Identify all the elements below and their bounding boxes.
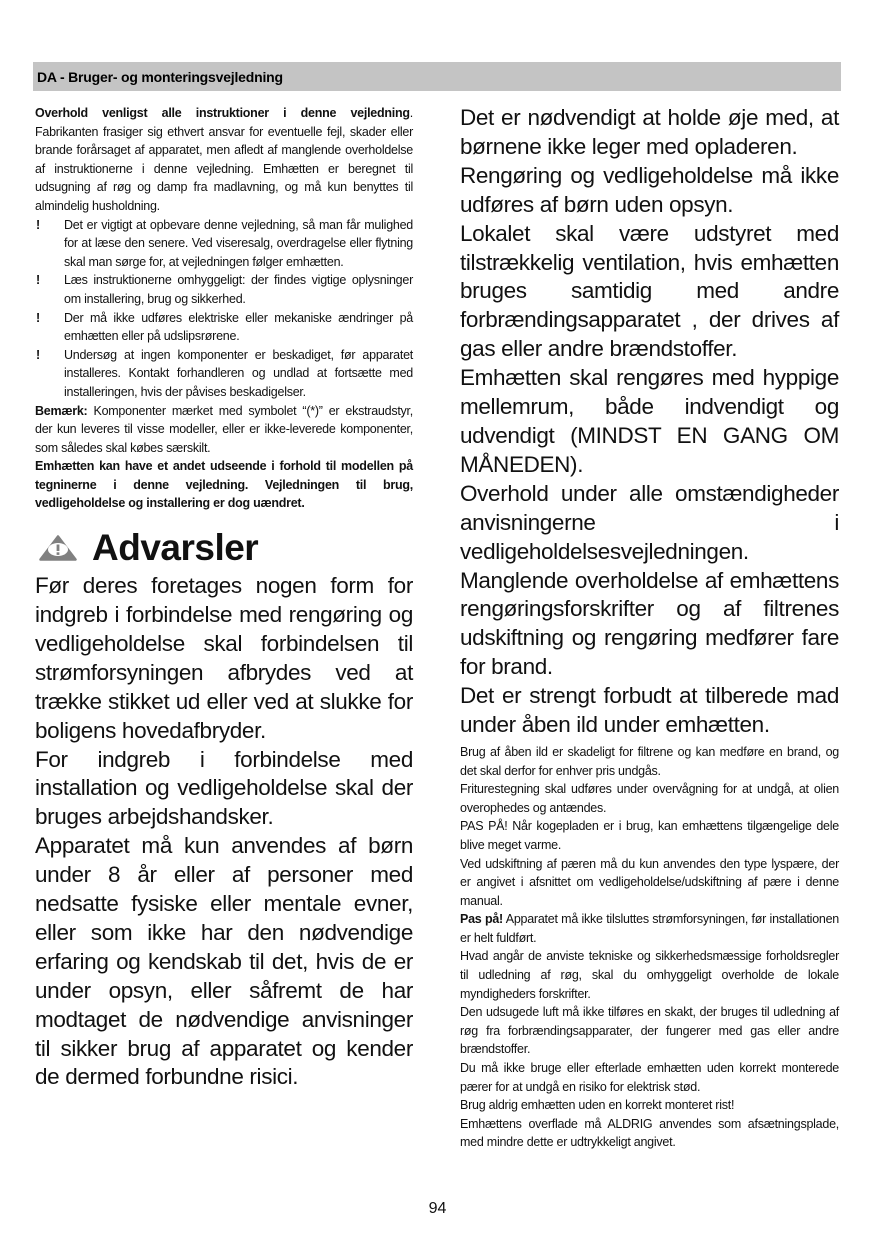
paspa-label: Pas på! [460, 912, 503, 927]
paspa-paragraph: Pas på! Apparatet må ikke tilsluttes strømforsyningen, før installationen er helt fuldført. [460, 912, 840, 945]
right-column [460, 104, 839, 1152]
warning-paragraph: For indgreb i forbindelse med installation og vedligeholdelse skal der bruges arbejdshandsker. [35, 746, 413, 830]
exclamation-icon: ! [36, 310, 40, 325]
warning-paragraph: Overhold under alle omstændigheder anvisningerne i vedligeholdelsesvejledningen. [460, 480, 839, 564]
intro-bold: Overhold venligst alle instruktioner i denne vejledning [35, 106, 410, 120]
list-item: ! Det er vigtigt at opbevare denne vejledning, så man får mulighed for at læse den senere. Ved viseresalg, overdragelse eller flytning skal man sørge for, at vejledningen følger emhætten. [36, 217, 413, 269]
warning-paragraph: Manglende overholdelse af emhættens rengøringsforskrifter og af filtrenes udskiftning og rengøring medfører fare for brand. [460, 567, 839, 680]
detail-paragraph: Den udsugede luft må ikke tilføres en skakt, der bruges til udledning af røg fra forbrændingsapparater, der fungerer med gas eller andre brændstoffer. [460, 1005, 839, 1057]
detail-paragraph: Ved udskiftning af pæren må du kun anvendes den type lyspære, der er angivet i afsnittet om vedligeholdelse/udskiftning af pære i denne manual. [460, 856, 839, 908]
page-header [33, 62, 841, 91]
exclamation-icon: ! [36, 347, 40, 362]
detail-paragraph: PAS PÅ! Når kogepladen er i brug, kan emhættens tilgængelige dele blive meget varme. [460, 819, 839, 852]
detail-paragraph: Emhættens overflade må ALDRIG anvendes som afsætningsplade, med mindre dette er udtrykkeligt angivet. [460, 1116, 839, 1150]
warning-paragraph: Før deres foretages nogen form for indgreb i forbindelse med rengøring og vedligeholdelse skal forbindelsen til strømforsyningen afbrydes ved at trække stikket ud eller ved at slukke for boligens hovedafbryder. [35, 573, 413, 743]
header-title: DA - Bruger- og monteringsvejledning [37, 69, 283, 85]
warning-paragraph: Rengøring og vedligeholdelse må ikke udføres af børn uden opsyn. [460, 162, 839, 217]
appearance-note: Emhætten kan have et andet udseende i forhold til modellen på tegninerne i denne vejledning. Vejledningen til brug, vedligeholdelse og installering er dog uændret. [35, 459, 413, 511]
detail-paragraph: Brug af åben ild er skadeligt for filtrene og kan medføre en brand, og det skal derfor for enhver pris undgås. [460, 744, 839, 778]
intro-paragraph [35, 104, 413, 216]
warning-triangle-icon [39, 535, 77, 561]
intro-text: . Fabrikanten frasiger sig ethvert ansvar for eventuelle fejl, skader eller brande forårsaget af apparatet, men afledt af manglende overholdelse af instruktionerne i denne vejledning. Emhætten er beregnet til udsugning af røg og damp fra madlavning, og må kun benyttes til almindelig husholdning. [35, 106, 413, 213]
note-label: Bemærk: [35, 403, 88, 418]
warning-paragraph: Det er nødvendigt at holde øje med, at børnene ikke leger med opladeren. [460, 105, 839, 159]
warning-paragraph: Det er strengt forbudt at tilberede mad under åben ild under emhætten. [460, 683, 839, 738]
warnings-title: Advarsler [92, 527, 259, 569]
warnings-heading [35, 525, 413, 571]
exclamation-icon: ! [36, 273, 40, 288]
safety-list [35, 216, 413, 402]
page-number: 94 [428, 1200, 447, 1217]
exclamation-icon: ! [36, 217, 40, 232]
list-item: ! Undersøg at ingen komponenter er beskadiget, før apparatet installeres. Kontakt forhandleren og undlad at fortsætte med installeringen, hvis der påvises beskadigelser. [36, 347, 413, 399]
detail-paragraph: Du må ikke bruge eller efterlade emhætten uden korrekt monterede pærer for at undgå en risiko for elektrisk stød. [460, 1061, 839, 1094]
warning-paragraph: Emhætten skal rengøres med hyppige mellemrum, både indvendigt og udvendigt (MINDST EN GANG OM MÅNEDEN). [460, 365, 839, 477]
left-column [35, 104, 413, 1092]
detail-paragraph: Brug aldrig emhætten uden en korrekt monteret rist! [460, 1098, 735, 1113]
detail-paragraph: Friturestegning skal udføres under overvågning for at undgå, at olien overophedes og antændes. [460, 782, 839, 815]
warning-paragraph: Apparatet må kun anvendes af børn under 8 år eller af personer med nedsatte fysiske eller mentale evner, eller som ikke har den nødvendige erfaring og kendskab til det, hvis de er under opsyn, eller såfremt de har modtaget de nødvendige anvisninger til sikker brug af apparatet og kender de dermed forbundne risici. [35, 833, 413, 1090]
note-paragraph [35, 402, 413, 458]
list-item: ! Der må ikke udføres elektriske eller mekaniske ændringer på emhætten eller på udslipsrørene. [36, 310, 413, 344]
note-text: Komponenter mærket med symbolet “(*)” er ekstraudstyr, der kun leveres til visse modeller, eller er ikke-leverede komponenter, som således skal købes særskilt. [35, 403, 413, 455]
warning-paragraph: Lokalet skal være udstyret med tilstrækkelig ventilation, hvis emhætten bruges samtidig med andre forbrændingsapparatet , der drives af gas eller andre brændstoffer. [460, 220, 839, 362]
detail-paragraph: Hvad angår de anviste tekniske og sikkerhedsmæssige forholdsregler til udledning af røg, skal du omhyggeligt overholde de lokale myndigheders forskrifter. [460, 949, 839, 1001]
list-item: ! Læs instruktionerne omhyggeligt: der findes vigtige oplysninger om installering, brug og sikkerhed. [36, 273, 413, 306]
